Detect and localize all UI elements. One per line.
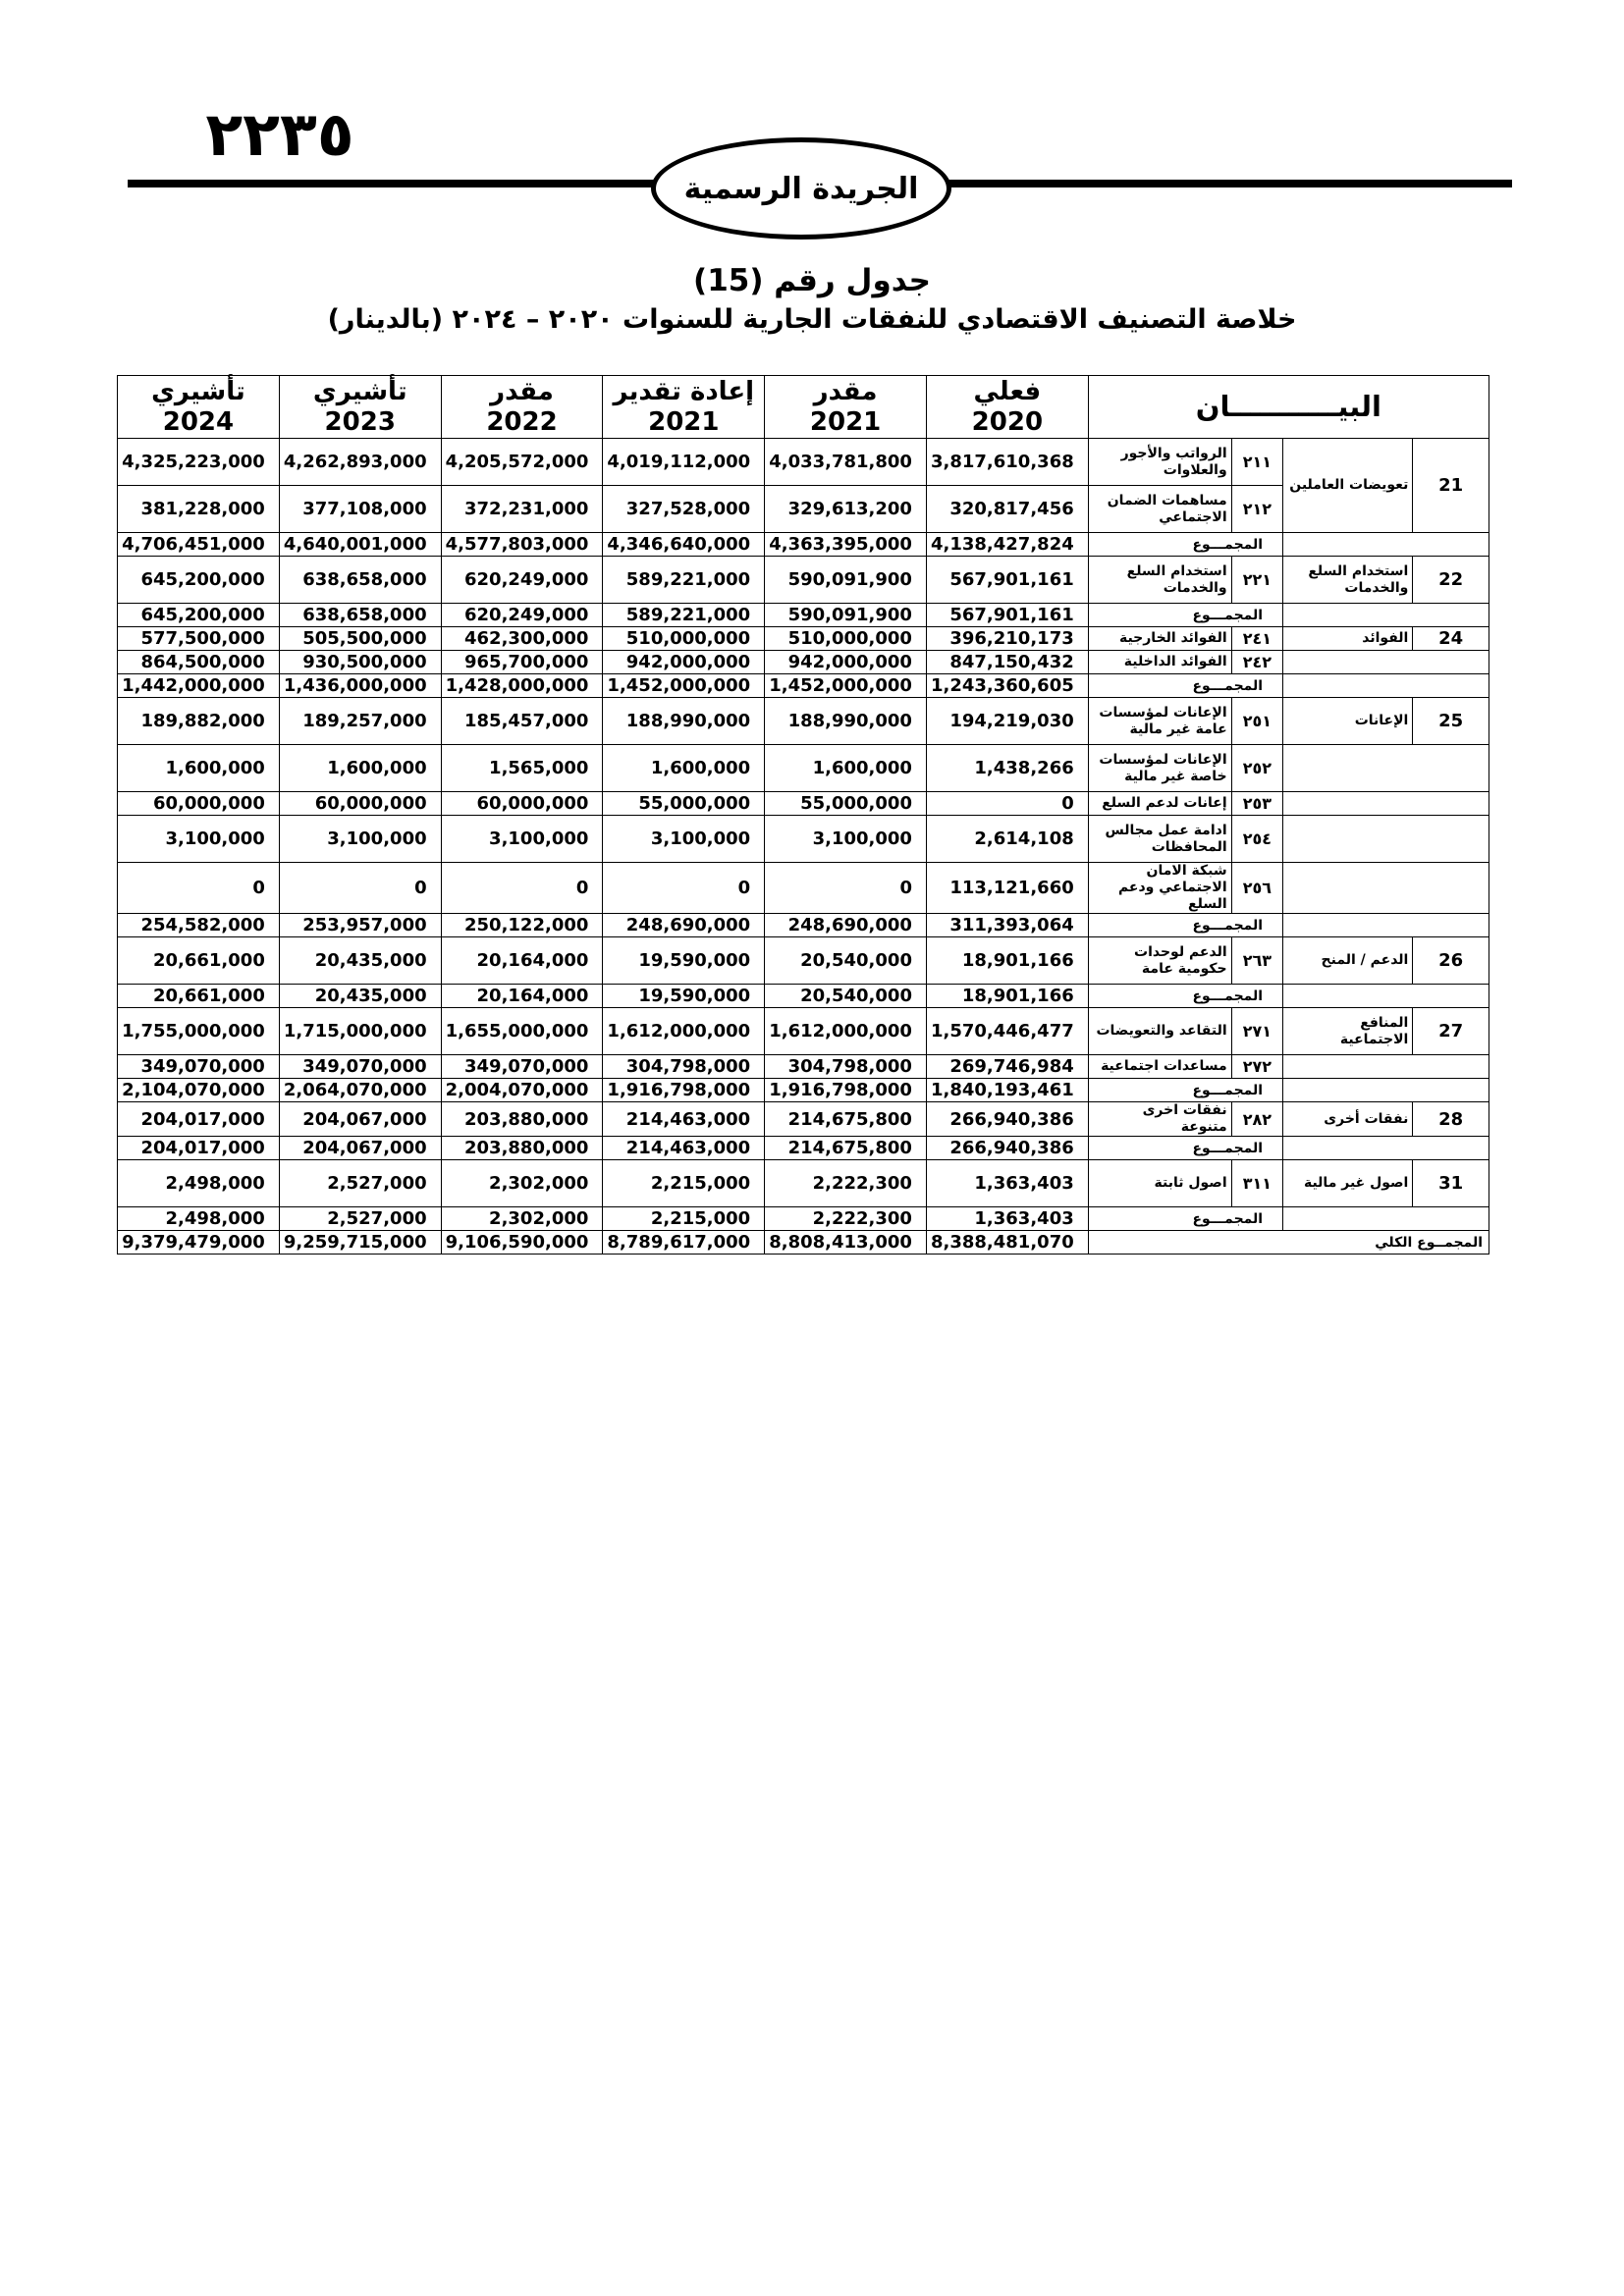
table-row: [118, 1055, 1489, 1079]
amount-cell: 2,215,000: [603, 1207, 765, 1231]
amount-cell: 203,880,000: [441, 1137, 603, 1160]
col-header-2024-indicative: [118, 376, 280, 439]
amount-cell: 645,200,000: [118, 604, 280, 627]
amount-cell: 194,219,030: [926, 698, 1088, 745]
table-number: جدول رقم (15): [693, 263, 931, 298]
amount-cell: 0: [926, 792, 1088, 816]
amount-cell: 638,658,000: [279, 604, 441, 627]
amount-cell: 55,000,000: [765, 792, 927, 816]
col-year: 2023: [324, 406, 396, 437]
subtotal-row: [118, 533, 1489, 557]
empty-cell: [1283, 863, 1489, 914]
amount-cell: 9,106,590,000: [441, 1231, 603, 1255]
chapter-number: 28: [1413, 1102, 1489, 1137]
amount-cell: 304,798,000: [603, 1055, 765, 1079]
amount-cell: 589,221,000: [603, 604, 765, 627]
amount-cell: 4,363,395,000: [765, 533, 927, 557]
col-year: 2024: [162, 406, 235, 437]
amount-cell: 505,500,000: [279, 627, 441, 651]
amount-cell: 1,428,000,000: [441, 674, 603, 698]
empty-cell: [1283, 533, 1489, 557]
item-description: الرواتب والأجور والعلاوات: [1088, 439, 1231, 486]
page-number: ٢٢٣٥: [205, 98, 354, 170]
chapter-category: نفقات أخرى: [1283, 1102, 1413, 1137]
subtotal-label: المجمـــوع: [1088, 674, 1282, 698]
chapter-number: 31: [1413, 1160, 1489, 1207]
amount-cell: 4,325,223,000: [118, 439, 280, 486]
amount-cell: 189,882,000: [118, 698, 280, 745]
amount-cell: 4,205,572,000: [441, 439, 603, 486]
chapter-category: الإعانات: [1283, 698, 1413, 745]
item-description: التقاعد والتعويضات: [1088, 1008, 1231, 1055]
subtotal-row: [118, 914, 1489, 937]
amount-cell: 204,067,000: [279, 1102, 441, 1137]
chapter-number: 22: [1413, 557, 1489, 604]
subtotal-row: [118, 1079, 1489, 1102]
table-row: [118, 937, 1489, 985]
item-description: مساعدات اجتماعية: [1088, 1055, 1231, 1079]
amount-cell: 349,070,000: [279, 1055, 441, 1079]
col-label: تأشيري: [151, 376, 245, 406]
amount-cell: 1,442,000,000: [118, 674, 280, 698]
amount-cell: 510,000,000: [603, 627, 765, 651]
empty-cell: [1283, 1137, 1489, 1160]
empty-cell: [1283, 651, 1489, 674]
amount-cell: 4,262,893,000: [279, 439, 441, 486]
amount-cell: 864,500,000: [118, 651, 280, 674]
amount-cell: 266,940,386: [926, 1137, 1088, 1160]
amount-cell: 18,901,166: [926, 937, 1088, 985]
col-label: إعادة تقدير: [613, 376, 755, 406]
amount-cell: 942,000,000: [603, 651, 765, 674]
amount-cell: 1,715,000,000: [279, 1008, 441, 1055]
chapter-number: 24: [1413, 627, 1489, 651]
col-header-2020-actual: [926, 376, 1088, 439]
amount-cell: 377,108,000: [279, 486, 441, 533]
amount-cell: 327,528,000: [603, 486, 765, 533]
amount-cell: 2,215,000: [603, 1160, 765, 1207]
amount-cell: 381,228,000: [118, 486, 280, 533]
table-subtitle: خلاصة التصنيف الاقتصادي للنفقات الجارية للسنوات ٢٠٢٠ – ٢٠٢٤ (بالدينار): [327, 304, 1297, 335]
amount-cell: 349,070,000: [118, 1055, 280, 1079]
amount-cell: 2,527,000: [279, 1160, 441, 1207]
col-header-2021-estimate: [765, 376, 927, 439]
col-label: فعلي: [973, 376, 1042, 406]
empty-cell: [1283, 792, 1489, 816]
amount-cell: 2,498,000: [118, 1207, 280, 1231]
amount-cell: 214,675,800: [765, 1102, 927, 1137]
table-row: [118, 745, 1489, 792]
amount-cell: 269,746,984: [926, 1055, 1088, 1079]
subtotal-label: المجمـــوع: [1088, 1137, 1282, 1160]
table-row: [118, 627, 1489, 651]
amount-cell: 1,840,193,461: [926, 1079, 1088, 1102]
col-label: مقدر: [813, 376, 878, 406]
amount-cell: 0: [765, 863, 927, 914]
item-description: ادامة عمل مجالس المحافظات: [1088, 816, 1231, 863]
subtotal-row: [118, 985, 1489, 1008]
amount-cell: 847,150,432: [926, 651, 1088, 674]
amount-cell: 204,017,000: [118, 1137, 280, 1160]
amount-cell: 0: [279, 863, 441, 914]
amount-cell: 1,600,000: [603, 745, 765, 792]
empty-cell: [1283, 1207, 1489, 1231]
item-code: ٣١١: [1231, 1160, 1282, 1207]
amount-cell: 0: [441, 863, 603, 914]
amount-cell: 1,363,403: [926, 1207, 1088, 1231]
chapter-category: الفوائد: [1283, 627, 1413, 651]
chapter-number: 26: [1413, 937, 1489, 985]
col-header-2023-indicative: [279, 376, 441, 439]
amount-cell: 396,210,173: [926, 627, 1088, 651]
empty-cell: [1283, 816, 1489, 863]
item-code: ٢٤٢: [1231, 651, 1282, 674]
amount-cell: 942,000,000: [765, 651, 927, 674]
amount-cell: 1,612,000,000: [765, 1008, 927, 1055]
amount-cell: 4,706,451,000: [118, 533, 280, 557]
chapter-category: المنافع الاجتماعية: [1283, 1008, 1413, 1055]
amount-cell: 19,590,000: [603, 985, 765, 1008]
amount-cell: 2,302,000: [441, 1160, 603, 1207]
item-code: ٢٥٣: [1231, 792, 1282, 816]
amount-cell: 20,540,000: [765, 985, 927, 1008]
item-description: اصول ثابتة: [1088, 1160, 1231, 1207]
amount-cell: 311,393,064: [926, 914, 1088, 937]
amount-cell: 20,164,000: [441, 937, 603, 985]
empty-cell: [1283, 1079, 1489, 1102]
amount-cell: 510,000,000: [765, 627, 927, 651]
item-code: ٢٥٦: [1231, 863, 1282, 914]
table-row: [118, 1102, 1489, 1137]
item-code: ٢٥٢: [1231, 745, 1282, 792]
table-body: [118, 439, 1489, 1255]
amount-cell: 20,435,000: [279, 985, 441, 1008]
amount-cell: 1,600,000: [118, 745, 280, 792]
amount-cell: 2,527,000: [279, 1207, 441, 1231]
subtotal-row: [118, 604, 1489, 627]
col-year: 2021: [809, 406, 882, 437]
amount-cell: 577,500,000: [118, 627, 280, 651]
amount-cell: 2,064,070,000: [279, 1079, 441, 1102]
amount-cell: 203,880,000: [441, 1102, 603, 1137]
gazette-title: الجريدة الرسمية: [651, 137, 951, 240]
amount-cell: 20,661,000: [118, 985, 280, 1008]
amount-cell: 60,000,000: [441, 792, 603, 816]
amount-cell: 2,614,108: [926, 816, 1088, 863]
amount-cell: 462,300,000: [441, 627, 603, 651]
table-row: [118, 792, 1489, 816]
amount-cell: 620,249,000: [441, 557, 603, 604]
amount-cell: 19,590,000: [603, 937, 765, 985]
table-row: [118, 557, 1489, 604]
amount-cell: 3,100,000: [279, 816, 441, 863]
amount-cell: 2,302,000: [441, 1207, 603, 1231]
amount-cell: 372,231,000: [441, 486, 603, 533]
item-code: ٢٤١: [1231, 627, 1282, 651]
col-year: 2020: [971, 406, 1044, 437]
amount-cell: 4,033,781,800: [765, 439, 927, 486]
col-header-2022-estimate: [441, 376, 603, 439]
amount-cell: 2,222,300: [765, 1160, 927, 1207]
subtotal-row: [118, 1137, 1489, 1160]
amount-cell: 253,957,000: [279, 914, 441, 937]
amount-cell: 965,700,000: [441, 651, 603, 674]
header-row: [118, 376, 1489, 439]
amount-cell: 1,916,798,000: [603, 1079, 765, 1102]
amount-cell: 304,798,000: [765, 1055, 927, 1079]
amount-cell: 2,004,070,000: [441, 1079, 603, 1102]
amount-cell: 204,067,000: [279, 1137, 441, 1160]
item-description: مساهمات الضمان الاجتماعي: [1088, 486, 1231, 533]
item-description: شبكة الامان الاجتماعي ودعم السلع: [1088, 863, 1231, 914]
item-description: استخدام السلع والخدمات: [1088, 557, 1231, 604]
amount-cell: 18,901,166: [926, 985, 1088, 1008]
amount-cell: 185,457,000: [441, 698, 603, 745]
subtotal-label: المجمـــوع: [1088, 914, 1282, 937]
subtotal-label: المجمـــوع: [1088, 604, 1282, 627]
amount-cell: 9,259,715,000: [279, 1231, 441, 1255]
amount-cell: 266,940,386: [926, 1102, 1088, 1137]
amount-cell: 590,091,900: [765, 604, 927, 627]
amount-cell: 589,221,000: [603, 557, 765, 604]
amount-cell: 349,070,000: [441, 1055, 603, 1079]
expenditure-table: [117, 375, 1489, 1255]
amount-cell: 254,582,000: [118, 914, 280, 937]
amount-cell: 8,388,481,070: [926, 1231, 1088, 1255]
item-description: الإعانات لمؤسسات خاصة غير مالية: [1088, 745, 1231, 792]
item-description: الفوائد الخارجية: [1088, 627, 1231, 651]
col-year: 2021: [648, 406, 720, 437]
item-code: ٢١١: [1231, 439, 1282, 486]
table-row: [118, 698, 1489, 745]
empty-cell: [1283, 745, 1489, 792]
table-row: [118, 1160, 1489, 1207]
item-code: ٢٥٤: [1231, 816, 1282, 863]
table-row: [118, 816, 1489, 863]
amount-cell: 113,121,660: [926, 863, 1088, 914]
amount-cell: 620,249,000: [441, 604, 603, 627]
amount-cell: 204,017,000: [118, 1102, 280, 1137]
amount-cell: 1,916,798,000: [765, 1079, 927, 1102]
item-description: الإعانات لمؤسسات عامة غير مالية: [1088, 698, 1231, 745]
amount-cell: 1,438,266: [926, 745, 1088, 792]
amount-cell: 248,690,000: [765, 914, 927, 937]
chapter-category: الدعم / المنح: [1283, 937, 1413, 985]
amount-cell: 1,436,000,000: [279, 674, 441, 698]
amount-cell: 1,565,000: [441, 745, 603, 792]
amount-cell: 1,243,360,605: [926, 674, 1088, 698]
empty-cell: [1283, 914, 1489, 937]
grand-total-label: المجمــوع الكلي: [1088, 1231, 1489, 1255]
amount-cell: 55,000,000: [603, 792, 765, 816]
amount-cell: 320,817,456: [926, 486, 1088, 533]
amount-cell: 2,498,000: [118, 1160, 280, 1207]
chapter-number: 21: [1413, 439, 1489, 533]
empty-cell: [1283, 604, 1489, 627]
amount-cell: 20,540,000: [765, 937, 927, 985]
amount-cell: 3,100,000: [603, 816, 765, 863]
amount-cell: 8,808,413,000: [765, 1231, 927, 1255]
amount-cell: 188,990,000: [765, 698, 927, 745]
subtotal-label: المجمـــوع: [1088, 533, 1282, 557]
expenditure-table-wrapper: [117, 375, 1489, 1255]
amount-cell: 1,363,403: [926, 1160, 1088, 1207]
amount-cell: 0: [118, 863, 280, 914]
amount-cell: 20,164,000: [441, 985, 603, 1008]
amount-cell: 3,817,610,368: [926, 439, 1088, 486]
amount-cell: 1,570,446,477: [926, 1008, 1088, 1055]
amount-cell: 567,901,161: [926, 604, 1088, 627]
subtotal-row: [118, 674, 1489, 698]
bayan-header: البيـــــــــــان: [1088, 376, 1489, 439]
grand-total-row: [118, 1231, 1489, 1255]
amount-cell: 567,901,161: [926, 557, 1088, 604]
subtotal-label: المجمـــوع: [1088, 985, 1282, 1008]
amount-cell: 189,257,000: [279, 698, 441, 745]
table-row: [118, 1008, 1489, 1055]
amount-cell: 248,690,000: [603, 914, 765, 937]
amount-cell: 1,600,000: [765, 745, 927, 792]
chapter-number: 27: [1413, 1008, 1489, 1055]
empty-cell: [1283, 985, 1489, 1008]
amount-cell: 20,435,000: [279, 937, 441, 985]
item-description: الفوائد الداخلية: [1088, 651, 1231, 674]
amount-cell: 1,600,000: [279, 745, 441, 792]
amount-cell: 638,658,000: [279, 557, 441, 604]
table-row: [118, 651, 1489, 674]
amount-cell: 60,000,000: [118, 792, 280, 816]
amount-cell: 1,655,000,000: [441, 1008, 603, 1055]
amount-cell: 3,100,000: [441, 816, 603, 863]
amount-cell: 20,661,000: [118, 937, 280, 985]
item-code: ٢٥١: [1231, 698, 1282, 745]
item-code: ٢٧١: [1231, 1008, 1282, 1055]
item-code: ٢٢١: [1231, 557, 1282, 604]
amount-cell: 590,091,900: [765, 557, 927, 604]
col-label: تأشيري: [312, 376, 407, 406]
amount-cell: 329,613,200: [765, 486, 927, 533]
subtotal-label: المجمـــوع: [1088, 1207, 1282, 1231]
item-code: ٢٧٢: [1231, 1055, 1282, 1079]
amount-cell: 4,577,803,000: [441, 533, 603, 557]
amount-cell: 188,990,000: [603, 698, 765, 745]
subtotal-label: المجمـــوع: [1088, 1079, 1282, 1102]
amount-cell: 2,104,070,000: [118, 1079, 280, 1102]
item-code: ٢١٢: [1231, 486, 1282, 533]
amount-cell: 214,675,800: [765, 1137, 927, 1160]
empty-cell: [1283, 674, 1489, 698]
chapter-category: اصول غير مالية: [1283, 1160, 1413, 1207]
amount-cell: 214,463,000: [603, 1137, 765, 1160]
col-label: مقدر: [490, 376, 554, 406]
amount-cell: 3,100,000: [765, 816, 927, 863]
amount-cell: 645,200,000: [118, 557, 280, 604]
item-code: ٢٨٢: [1231, 1102, 1282, 1137]
table-row: [118, 439, 1489, 486]
amount-cell: 2,222,300: [765, 1207, 927, 1231]
empty-cell: [1283, 1055, 1489, 1079]
item-description: إعانات لدعم السلع: [1088, 792, 1231, 816]
amount-cell: 1,612,000,000: [603, 1008, 765, 1055]
amount-cell: 8,789,617,000: [603, 1231, 765, 1255]
amount-cell: 930,500,000: [279, 651, 441, 674]
item-code: ٢٦٣: [1231, 937, 1282, 985]
amount-cell: 1,452,000,000: [765, 674, 927, 698]
amount-cell: 214,463,000: [603, 1102, 765, 1137]
amount-cell: 4,346,640,000: [603, 533, 765, 557]
subtotal-row: [118, 1207, 1489, 1231]
amount-cell: 9,379,479,000: [118, 1231, 280, 1255]
amount-cell: 1,452,000,000: [603, 674, 765, 698]
chapter-category: تعويضات العاملين: [1283, 439, 1413, 533]
chapter-category: استخدام السلع والخدمات: [1283, 557, 1413, 604]
amount-cell: 4,640,001,000: [279, 533, 441, 557]
amount-cell: 1,755,000,000: [118, 1008, 280, 1055]
col-header-2021-reestimate: [603, 376, 765, 439]
amount-cell: 0: [603, 863, 765, 914]
chapter-number: 25: [1413, 698, 1489, 745]
amount-cell: 3,100,000: [118, 816, 280, 863]
amount-cell: 4,019,112,000: [603, 439, 765, 486]
amount-cell: 60,000,000: [279, 792, 441, 816]
amount-cell: 250,122,000: [441, 914, 603, 937]
table-row: [118, 863, 1489, 914]
item-description: الدعم لوحدات حكومية عامة: [1088, 937, 1231, 985]
col-year: 2022: [486, 406, 558, 437]
item-description: نفقات اخرى متنوعة: [1088, 1102, 1231, 1137]
amount-cell: 4,138,427,824: [926, 533, 1088, 557]
